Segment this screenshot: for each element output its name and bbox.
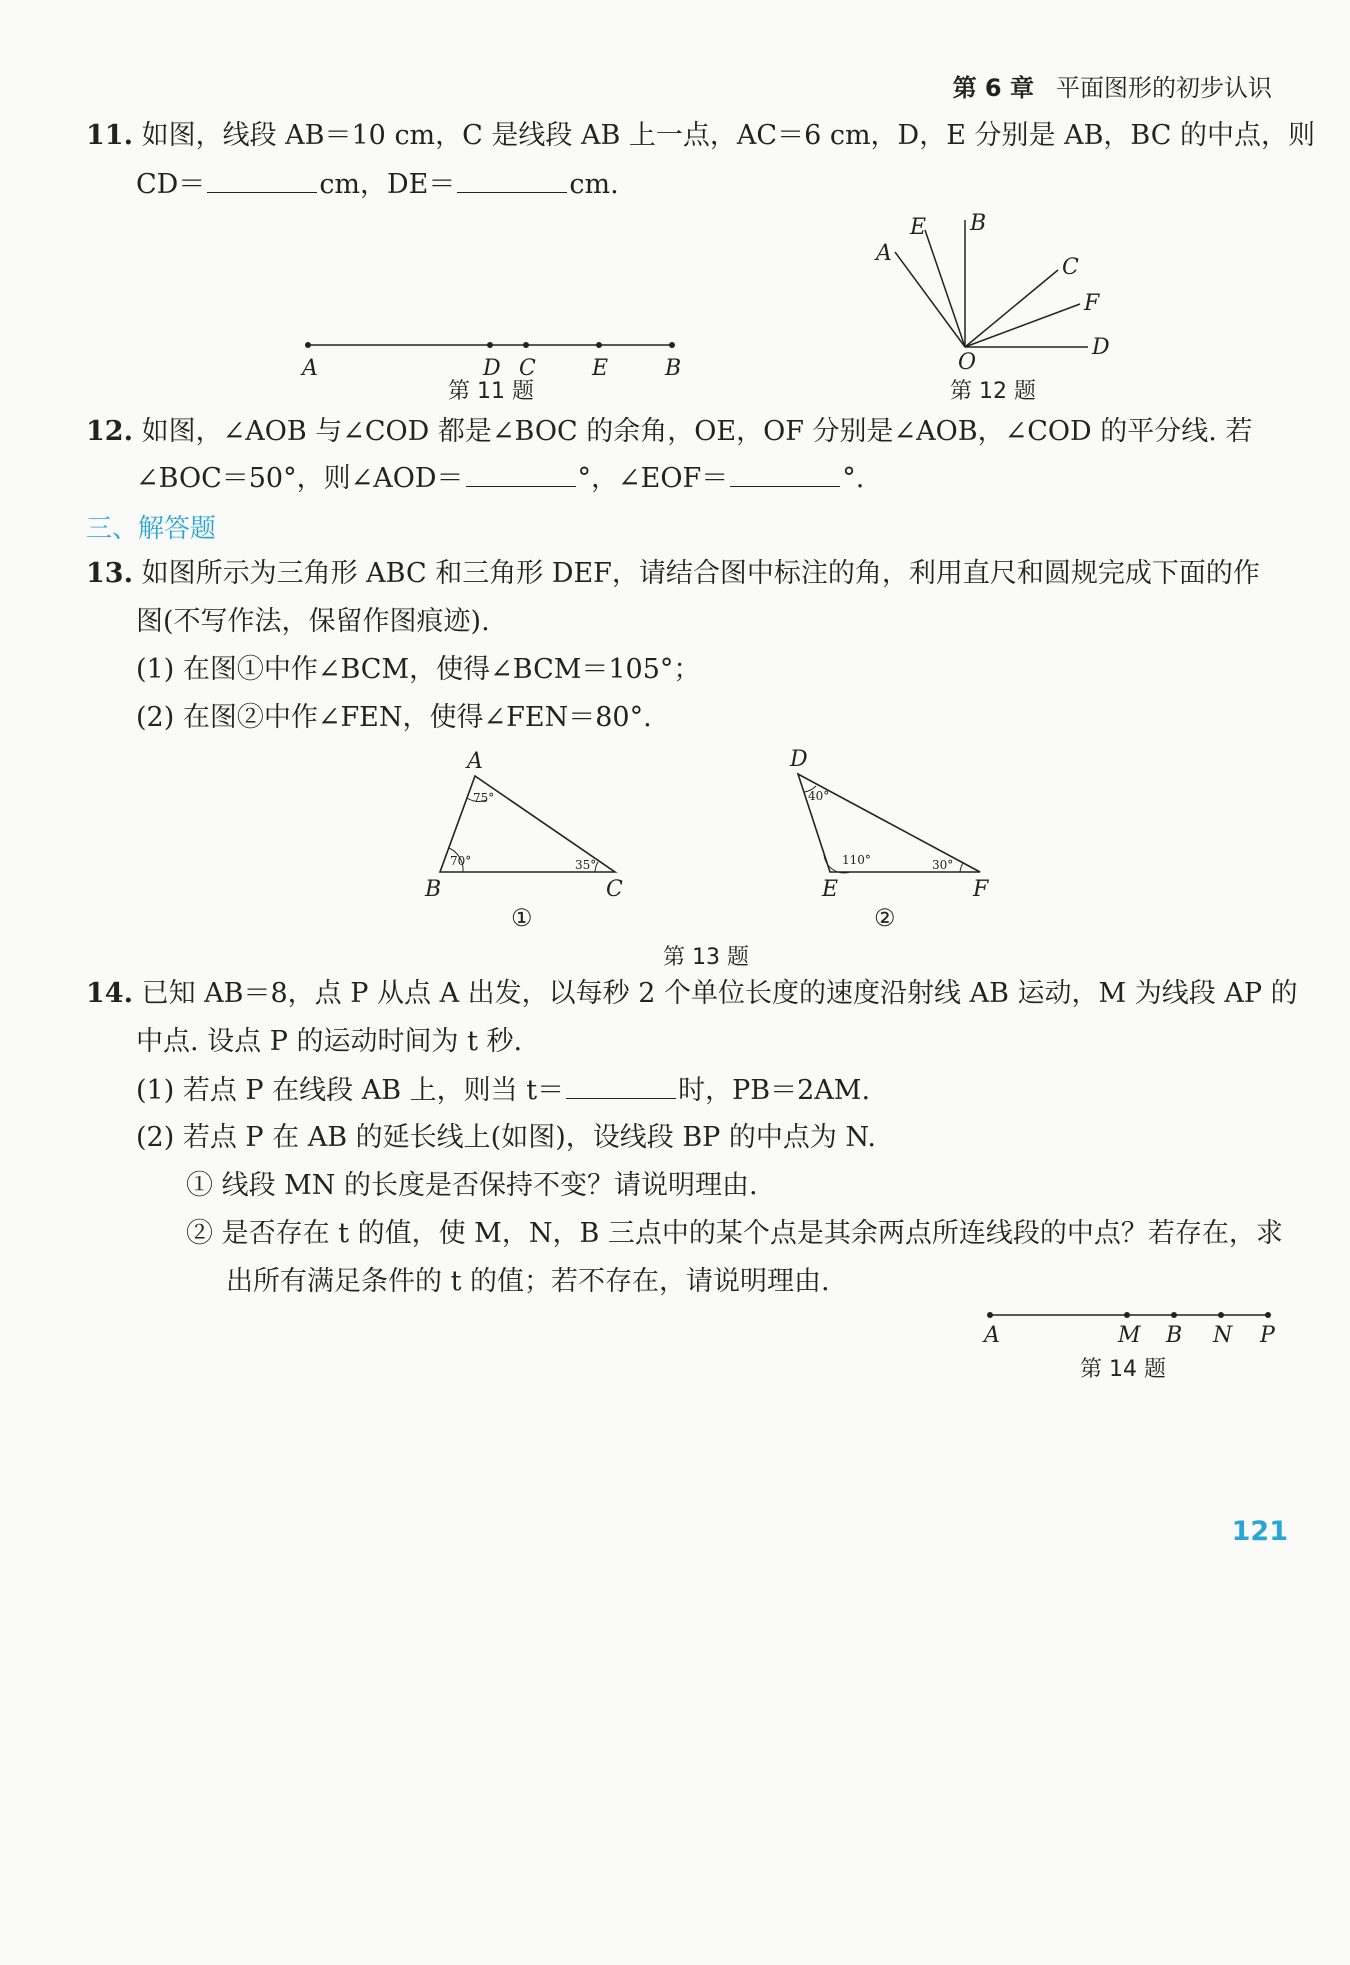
tri2-angle-f: 30° bbox=[932, 858, 954, 872]
tri2-mark: ② bbox=[874, 904, 896, 932]
chapter-header bbox=[953, 68, 1272, 103]
q14-line1 bbox=[86, 976, 1298, 1012]
angle-f-arc bbox=[960, 863, 963, 872]
q13-caption: 第 13 题 bbox=[663, 945, 749, 970]
q11-point-a bbox=[305, 342, 311, 348]
q14-sub2-a: ② 是否存在 t 的值，使 M，N，B 三点中的某个点是其余两点所连线段的中点？若存在，求 bbox=[186, 1218, 1283, 1249]
q13-triangle-2 bbox=[780, 748, 1000, 938]
q14-sub1: ① 线段 MN 的长度是否保持不变？请说明理由. bbox=[186, 1170, 758, 1201]
q11-label-e: E bbox=[592, 356, 609, 380]
q12-ray-oa bbox=[895, 252, 965, 347]
q11-label-c: C bbox=[519, 356, 536, 380]
q11-number: 11. bbox=[86, 120, 133, 151]
q14-text-1: 已知 AB＝8，点 P 从点 A 出发，以每秒 2 个单位长度的速度沿射线 AB 运动，M 为线段 AP 的 bbox=[141, 978, 1298, 1009]
q11-blank-cd[interactable] bbox=[207, 166, 317, 193]
q14-sub2-b: 出所有满足条件的 t 的值；若不存在，请说明理由. bbox=[226, 1266, 830, 1297]
q12-text-2c: °. bbox=[842, 463, 865, 494]
q11-label-b: B bbox=[665, 356, 682, 380]
q12-label-d: D bbox=[1092, 335, 1110, 360]
q12-label-c: C bbox=[1062, 255, 1079, 280]
q14-blank-t[interactable] bbox=[566, 1072, 676, 1099]
tri2-label-f: F bbox=[973, 877, 989, 902]
q11-line2 bbox=[136, 166, 619, 203]
tri1-angle-c: 35° bbox=[575, 858, 597, 872]
q12-blank-aod[interactable] bbox=[466, 460, 576, 487]
q11-caption: 第 11 题 bbox=[448, 379, 534, 404]
q11-point-e bbox=[596, 342, 602, 348]
q12-ray-oe bbox=[925, 230, 965, 347]
q14-label-b: B bbox=[1166, 1323, 1183, 1348]
q14-label-n: N bbox=[1213, 1323, 1233, 1348]
chapter-title: 平面图形的初步认识 bbox=[1056, 74, 1272, 102]
page-number: 121 bbox=[1231, 1516, 1288, 1547]
q13-text-1: 如图所示为三角形 ABC 和三角形 DEF，请结合图中标注的角，利用直尺和圆规完成下面的作 bbox=[141, 558, 1260, 589]
q12-text-2a: ∠BOC＝50°，则∠AOD＝ bbox=[136, 463, 464, 494]
q12-label-f: F bbox=[1084, 291, 1100, 316]
q12-line2 bbox=[136, 460, 864, 497]
q13-line1 bbox=[86, 556, 1260, 592]
q14-label-p: P bbox=[1260, 1323, 1275, 1348]
q11-line1 bbox=[86, 118, 1315, 154]
q13-part1: (1) 在图①中作∠BCM，使得∠BCM＝105°； bbox=[136, 654, 701, 685]
tri2-angle-e: 110° bbox=[842, 853, 871, 867]
tri1-mark: ① bbox=[511, 904, 533, 932]
q11-text-2a: CD＝ bbox=[136, 169, 206, 200]
q14-point-p bbox=[1265, 1312, 1271, 1318]
q11-point-b bbox=[669, 342, 675, 348]
q12-line1 bbox=[86, 414, 1252, 450]
section-heading: 三、解答题 bbox=[86, 514, 217, 544]
q12-text-1: 如图，∠AOB 与∠COD 都是∠BOC 的余角，OE，OF 分别是∠AOB，∠COD 的平分线. 若 bbox=[141, 416, 1253, 447]
tri1-angle-b: 70° bbox=[450, 854, 472, 868]
q14-label-m: M bbox=[1118, 1323, 1141, 1348]
tri1-angle-a: 75° bbox=[473, 791, 495, 805]
tri2-angle-d: 40° bbox=[808, 789, 830, 803]
tri1-label-b: B bbox=[425, 877, 442, 902]
q13-number: 13. bbox=[86, 558, 133, 589]
q13-part2: (2) 在图②中作∠FEN，使得∠FEN＝80°. bbox=[136, 702, 652, 733]
q11-label-a: A bbox=[302, 356, 318, 380]
q12-label-b: B bbox=[970, 212, 987, 236]
q12-label-o: O bbox=[958, 350, 977, 372]
q12-label-a: A bbox=[876, 241, 892, 266]
q14-point-n bbox=[1218, 1312, 1224, 1318]
q11-text-1: 如图，线段 AB＝10 cm，C 是线段 AB 上一点，AC＝6 cm，D，E 分别是 AB，BC 的中点，则 bbox=[141, 120, 1315, 151]
q14-point-m bbox=[1124, 1312, 1130, 1318]
tri1-label-a: A bbox=[467, 749, 483, 774]
tri2-label-d: D bbox=[790, 748, 808, 772]
q11-point-c bbox=[523, 342, 529, 348]
q12-label-e: E bbox=[910, 215, 927, 240]
q11-blank-de[interactable] bbox=[457, 166, 567, 193]
q14-part2: (2) 若点 P 在 AB 的延长线上(如图)，设线段 BP 的中点为 N. bbox=[136, 1122, 876, 1153]
q12-ray-oc bbox=[965, 270, 1058, 347]
q14-number: 14. bbox=[86, 978, 133, 1009]
q12-number: 12. bbox=[86, 416, 133, 447]
q11-figure bbox=[290, 330, 690, 380]
q12-text-2b: °，∠EOF＝ bbox=[577, 463, 729, 494]
q14-point-b bbox=[1171, 1312, 1177, 1318]
q12-ray-of bbox=[965, 304, 1080, 347]
chapter-number: 第 6 章 bbox=[952, 74, 1034, 102]
tri1-label-c: C bbox=[606, 877, 623, 902]
q14-label-a: A bbox=[984, 1323, 1000, 1348]
q11-text-2b: cm，DE＝ bbox=[319, 169, 456, 200]
q11-label-d: D bbox=[483, 356, 501, 380]
q14-part1-b: 时，PB＝2AM. bbox=[678, 1075, 871, 1106]
q14-part1 bbox=[136, 1072, 870, 1109]
q12-blank-eof[interactable] bbox=[730, 460, 840, 487]
q14-point-a bbox=[987, 1312, 993, 1318]
q11-text-2c: cm. bbox=[569, 169, 619, 200]
q14-figure bbox=[975, 1300, 1285, 1350]
q13-line2: 图(不写作法，保留作图痕迹). bbox=[136, 606, 490, 637]
q12-caption: 第 12 题 bbox=[950, 379, 1036, 404]
q11-point-d bbox=[487, 342, 493, 348]
tri2-label-e: E bbox=[822, 877, 839, 902]
q14-part1-a: (1) 若点 P 在线段 AB 上，则当 t＝ bbox=[136, 1075, 565, 1106]
q13-triangle-1 bbox=[415, 748, 635, 938]
q14-line2: 中点. 设点 P 的运动时间为 t 秒. bbox=[136, 1026, 523, 1057]
q12-figure bbox=[870, 212, 1120, 372]
q14-caption: 第 14 题 bbox=[1080, 1357, 1166, 1382]
